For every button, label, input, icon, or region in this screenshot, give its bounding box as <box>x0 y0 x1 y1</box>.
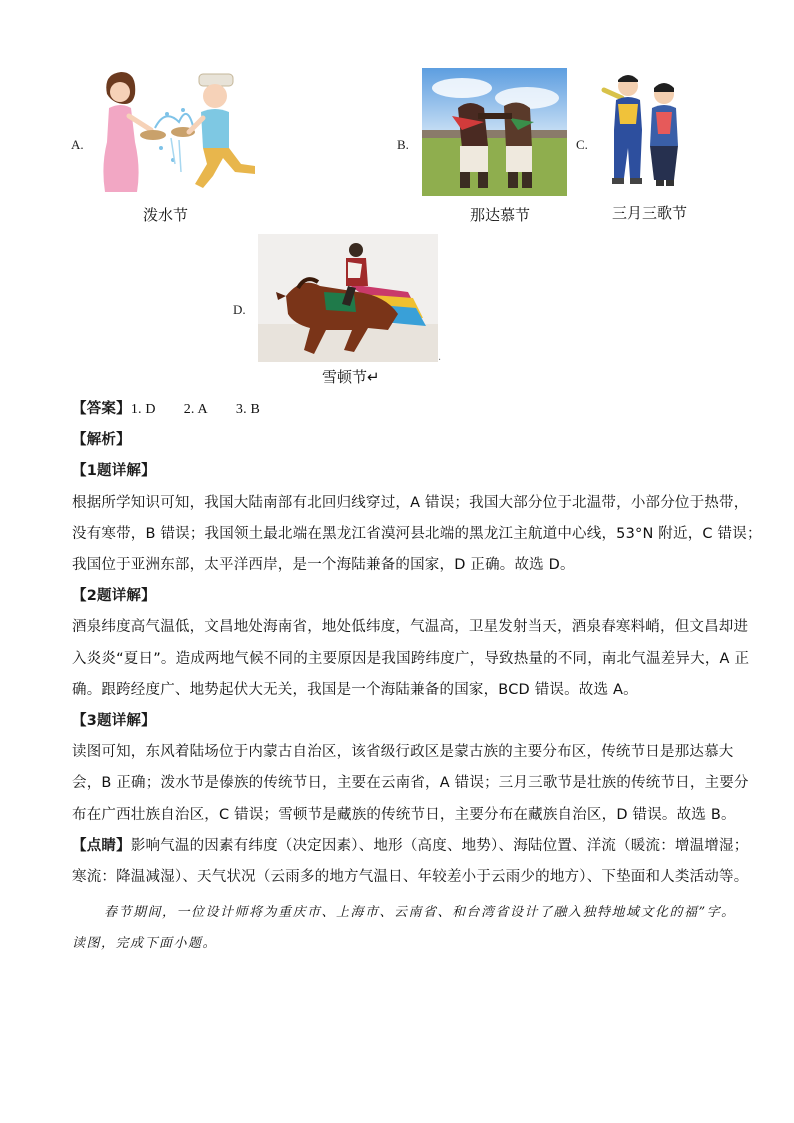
tip-text-1: 影响气温的因素有纬度（决定因素）、地形（高度、地势）、海陆位置、洋流（暖流：增温增湿； <box>130 838 749 854</box>
q2-line-3: 确。跟跨经度广、地势起伏大无关，我国是一个海陆兼备的国家，BCD 错误。故选 A。 <box>72 682 638 698</box>
water-festival-illustration <box>95 68 265 196</box>
q3-label: 【3题详解】 <box>72 713 156 729</box>
answer-value-3: 3. B <box>235 402 261 417</box>
answer-label: 【答案】 <box>72 401 131 417</box>
photo-end-mark: . <box>438 352 442 363</box>
q2-label: 【2题详解】 <box>72 588 156 604</box>
option-d-letter: D. <box>233 302 246 317</box>
next-intro-line-1: 春节期间，一位设计师将为重庆市、上海市、云南省、和台湾省设计了融入独特地域文化的福”字。 <box>104 905 736 920</box>
option-c-letter: C. <box>576 137 588 152</box>
option-a-letter: A. <box>71 137 84 152</box>
q3-line-2: 会，B 正确；泼水节是傣族的传统节日，主要在云南省，A 错误；三月三歌节是壮族的传统节日，主要分 <box>72 775 749 791</box>
q1-line-2: 没有寒带，B 错误；我国领土最北端在黑龙江省漠河县北端的黑龙江主航道中心线，53°N 附近，C 错误； <box>72 526 762 542</box>
naadam-wrestling-photo <box>422 68 567 196</box>
q1-line-3: 我国位于亚洲东部，太平洋西岸，是一个海陆兼备的国家，D 正确。故选 D。 <box>72 557 575 573</box>
answer-value-1: 1. D <box>130 402 156 417</box>
sanyuesan-festival-illustration <box>600 68 695 196</box>
next-intro-line-2: 读图，完成下面小题。 <box>72 936 218 951</box>
option-d-caption: 雪顿节↵ <box>322 368 380 386</box>
shoton-horse-racing-photo <box>258 234 438 362</box>
q3-line-1: 读图可知，东风着陆场位于内蒙古自治区，该省级行政区是蒙古族的主要分布区，传统节日是那达慕大 <box>72 744 734 760</box>
q3-line-3: 布在广西壮族自治区，C 错误；雪顿节是藏族的传统节日，主要分布在藏族自治区，D 错误。故选 B。 <box>72 807 736 823</box>
tip-label: 【点睛】 <box>72 838 131 854</box>
q2-line-2: 入炎炎“夏日”。造成两地气候不同的主要原因是我国跨纬度广，导致热量的不同，南北气温差异大，A 正 <box>72 651 750 667</box>
tip-line-2: 寒流：降温减湿）、天气状况（云雨多的地方气温日、年较差小于云雨少的地方）、下垫面和人类活动等。 <box>72 869 749 885</box>
option-c-caption: 三月三歌节 <box>612 204 688 222</box>
analysis-label: 【解析】 <box>72 432 131 448</box>
q1-line-1: 根据所学知识可知，我国大陆南部有北回归线穿过，A 错误；我国大部分位于北温带，小部分位于热带， <box>72 495 749 511</box>
q1-label: 【1题详解】 <box>72 463 156 479</box>
option-b-caption: 那达慕节 <box>470 206 531 224</box>
q2-line-1: 酒泉纬度高气温低，文昌地处海南省，地处低纬度，气温高，卫星发射当天，酒泉春寒料峭，但文昌却进 <box>72 619 749 635</box>
tip-line-1 <box>72 836 748 856</box>
option-a-caption: 泼水节 <box>143 206 189 224</box>
option-b-letter: B. <box>397 137 409 152</box>
answer-line <box>72 399 260 420</box>
answer-value-2: 2. A <box>183 402 208 417</box>
